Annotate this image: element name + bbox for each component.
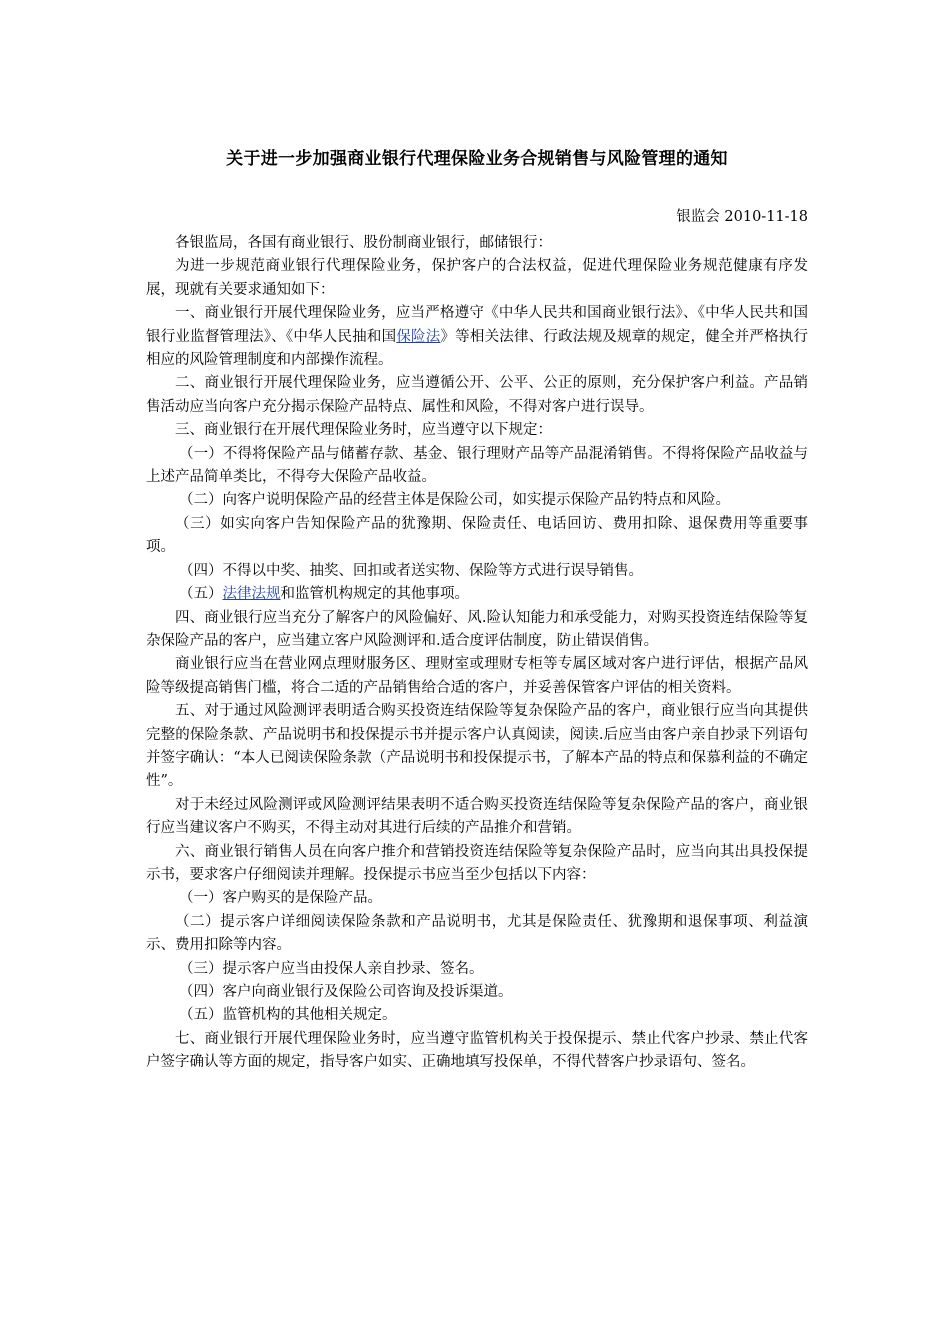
article-3-item-5-text-after: 和监管机构规定的其他事项。 — [280, 586, 469, 603]
article-1-text-after: 》等相关法律、行政法规及规章的规定，健全并严格执行相应的风险管理制度和内部操作流程。 — [146, 328, 809, 369]
article-1-text-before: 一、商业银行开展代理保险业务，应当严格遵守《中华人民共和国商业银行法》、《中华人民共和国银行业监督管理法》、《中华人民抽和国 — [146, 305, 808, 345]
article-6-item-5: （五）监管机构的其他相关规定。 — [179, 1007, 397, 1024]
article-3-item-4: （四）不得以中奖、抽奖、回扣或者送实物、保险等方式进行误导销售。 — [179, 562, 643, 579]
article-1-paragraph — [146, 302, 808, 372]
article-3-paragraph: 三、商业银行在开展代理保险业务时，应当遵守以下规定： — [175, 422, 552, 439]
intro-paragraph: 为进一步规范商业银行代理保险业务，保护客户的合法权益，促进代理保险业务规范健康有序发展，现就有关要求通知如下： — [146, 258, 808, 298]
laws-regulations-link[interactable]: 法律法规 — [222, 586, 281, 603]
article-6-item-4: （四）客户向商业银行及保险公司咨询及投诉渠道。 — [179, 984, 513, 1000]
document-title: 关于进一步加强商业银行代理保险业务合规销售与风险管理的通知 — [226, 149, 728, 169]
article-2-paragraph: 二、商业银行开展代理保险业务，应当遵循公开、公平、公正的原则，充分保护客户利益。产品销售活动应当向客户充分揭示保险产品特点、属性和风险，不得对客户进行误导。 — [146, 375, 808, 415]
article-6-paragraph: 六、商业银行销售人员在向客户推介和营销投资连结保险等复杂保险产品时，应当向其出具投保提示书，要求客户仔细阅读并理解。投保提示书应当至少包括以下内容： — [146, 843, 808, 883]
insurance-law-link[interactable]: 保险法 — [396, 328, 441, 345]
article-6-item-3: （三）提示客户应当由投保人亲自抄录、签名。 — [179, 960, 484, 977]
article-7-paragraph: 七、商业银行开展代理保险业务时，应当遵守监管机构关于投保提示、禁止代客户抄录、禁止代客户签字确认等方面的规定，指导客户如实、正确地填写投保单，不得代替客户抄录语句、签名。 — [146, 1030, 808, 1071]
article-3-item-2: （二）向客户说明保险产品的经营主体是保险公司，如实提示保险产品钓特点和风险。 — [179, 492, 730, 509]
article-5-unsuitable-paragraph: 对于未经过风险测评或风险测评结果表明不适合购买投资连结保险等复杂保险产品的客户，商业银行应当建议客户不购买，不得主动对其进行后续的产品推介和营销。 — [146, 796, 808, 837]
article-6-item-1: （一）客户购买的是保险产品。 — [179, 890, 382, 907]
article-3-item-1: （一）不得将保险产品与储蓄存款、基金、银行理财产品等产品混淆销售。不得将保险产品收益与上述产品简单类比，不得夸大保险产品收益。 — [146, 445, 808, 486]
article-3-item-5-text-before: （五） — [179, 586, 223, 603]
salutation-paragraph: 各银监局，各国有商业银行、股份制商业银行，邮储银行： — [175, 235, 552, 251]
document-source-date: 银监会 2010-11-18 — [676, 209, 808, 225]
article-3-item-3: （三）如实向客户告知保险产品的犹豫期、保险责任、电话回访、费用扣除、退保费用等重要事项。 — [146, 515, 808, 556]
article-3-item-5 — [146, 583, 808, 606]
article-4-paragraph: 四、商业银行应当充分了解客户的风险偏好、风.险认知能力和承受能力，对购买投资连结保险等复杂保险产品的客户，应当建立客户风险测评和.适合度评估制度，防止错误俏售。 — [146, 609, 808, 649]
article-6-item-2: （二）提示客户详细阅读保险条款和产品说明书，尤其是保险责任、犹豫期和退保事项、利益演示、费用扣除等内容。 — [146, 913, 808, 954]
article-5-paragraph: 五、对于通过风险测评表明适合购买投资连结保险等复杂保险产品的客户，商业银行应当向其提供完整的保险条款、产品说明书和投保提示书并提示客户认真阅读，阅读.后应当由客户亲自抄录下列语句并签字确认：“本人已阅读保险条款（产品说明书和投保提示书，了解本产品的特点和保慕利益的不确定性”。 — [146, 703, 808, 790]
article-4-assessment-paragraph: 商业银行应当在营业网点理财服务区、理财室或理财专柜等专属区域对客户进行评估，根据产品风险等级提高销售门槛，将合二适的产品销售给合适的客户，并妥善保管客户评估的相关资料。 — [146, 656, 808, 696]
document-body — [146, 232, 808, 1075]
